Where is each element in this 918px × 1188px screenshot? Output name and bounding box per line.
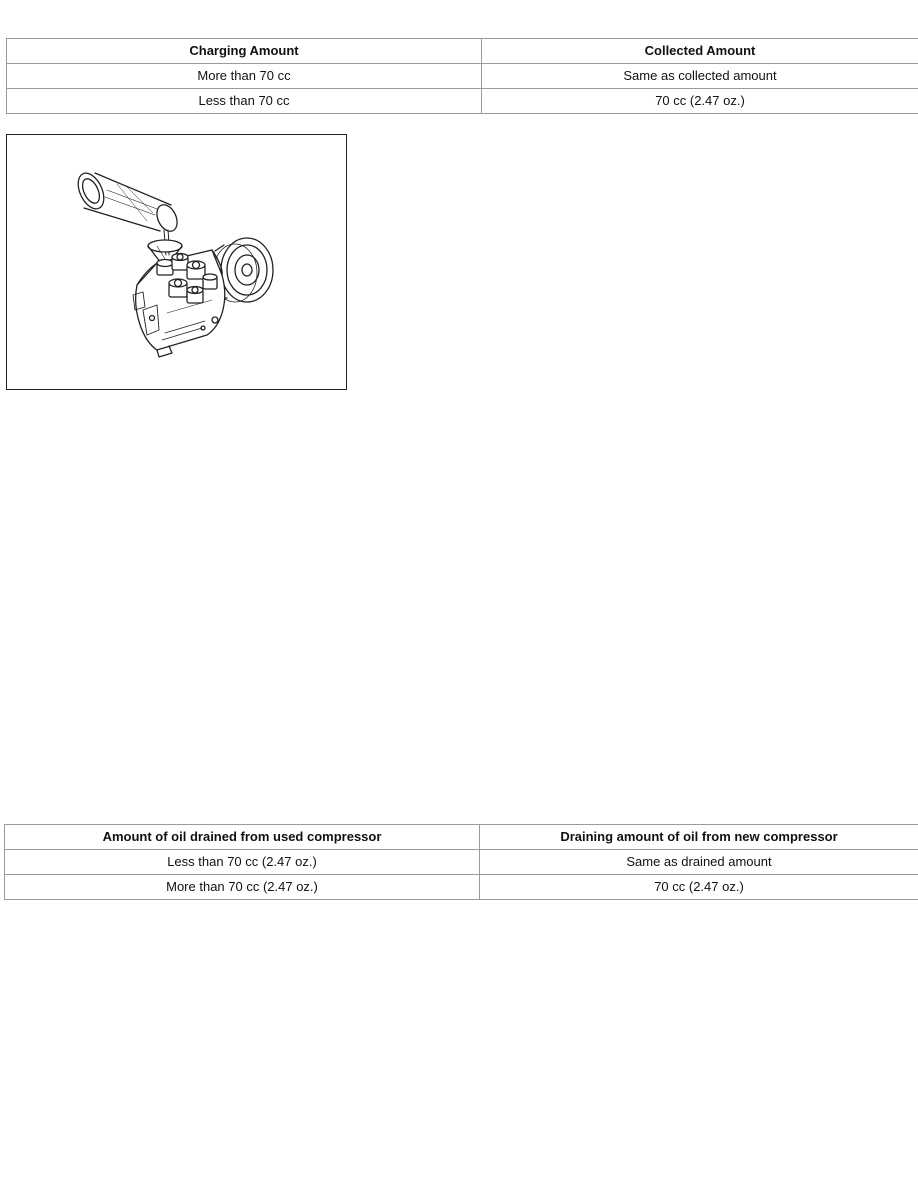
compressor-icon xyxy=(133,238,273,357)
table-row xyxy=(5,875,918,900)
column-header-charging-amount: Charging Amount xyxy=(7,39,482,64)
table-header-row xyxy=(7,39,918,64)
table-row xyxy=(5,850,918,875)
column-header-new-compressor: Draining amount of oil from new compressor xyxy=(480,825,918,850)
table-row xyxy=(7,64,918,89)
oil-container-icon xyxy=(73,169,181,234)
column-header-collected-amount: Collected Amount xyxy=(482,39,918,64)
charging-amount-table xyxy=(6,38,918,114)
table-cell: Same as drained amount xyxy=(480,850,918,875)
compressor-oil-figure xyxy=(6,134,347,390)
table-cell: 70 cc (2.47 oz.) xyxy=(480,875,918,900)
table-header-row xyxy=(5,825,918,850)
compressor-oil-filling-illustration xyxy=(7,135,346,389)
table-cell: Same as collected amount xyxy=(482,64,918,89)
table-cell: Less than 70 cc (2.47 oz.) xyxy=(5,850,480,875)
table-cell: 70 cc (2.47 oz.) xyxy=(482,89,918,114)
table-row xyxy=(7,89,918,114)
oil-draining-table xyxy=(4,824,918,900)
table-cell: Less than 70 cc xyxy=(7,89,482,114)
table-cell: More than 70 cc xyxy=(7,64,482,89)
column-header-used-compressor: Amount of oil drained from used compressor xyxy=(5,825,480,850)
table-cell: More than 70 cc (2.47 oz.) xyxy=(5,875,480,900)
